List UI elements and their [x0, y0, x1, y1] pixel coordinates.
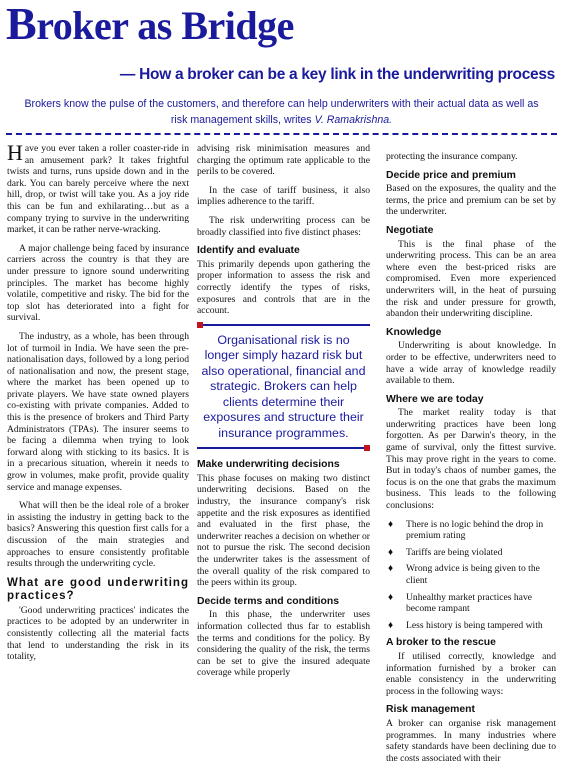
paragraph: The market reality today is that underwriting practices have been long forgotten. As per Darwin's theory, in the game of survival, only the fittest survive. This may prove right in the years to come. But in today's chaos of number games, the focus is on the one that grabs the maximum business. This leads to the following conclusions: — [386, 407, 556, 512]
section-heading: Where we are today — [386, 393, 484, 405]
diamond-bullet-icon: ♦ — [388, 591, 394, 603]
section-heading: Decide price and premium — [386, 169, 516, 181]
paragraph: This phase focuses on making two distinct underwriting decisions. Based on the industry, the insurance company's risk appetite and the risk exposures as identified and evaluated in the first phase, the underwriter reaches a decision on whether or not to pursue the risk. The second decision the underwriter takes is the assessment of the overall quality of the risk compared to the peers within its group. — [197, 472, 370, 589]
section-heading: Risk management — [386, 704, 475, 716]
pull-quote: Organisational risk is no longer simply hazard risk but also operational, financial and strategic. Brokers can help clients determine their exposures and structure their insurance programmes. — [197, 324, 370, 450]
drop-cap: H — [7, 140, 23, 165]
page-title — [6, 2, 294, 48]
diamond-bullet-icon: ♦ — [388, 546, 394, 558]
intro-text: Brokers know the pulse of the customers, and therefore can help underwriters with their actual data as well as risk management skills, writes — [24, 98, 539, 126]
paragraph: If utilised correctly, knowledge and information furnished by a broker can enable consistency in the underwriting process in the following ways: — [386, 650, 556, 697]
paragraph: This is the final phase of the underwriting process. This can be an area where even the best-priced risks are compromised. Even more experienced underwriters will, in the heat of pursuing the risk and under pressure for growth, abandon their underwriting discipline. — [386, 238, 556, 320]
paragraph: advising risk minimisation measures and charging the optimum rate applicable to the perils to be covered. — [197, 143, 370, 178]
paragraph: The risk underwriting process can be broadly classified into five distinct phases: — [197, 214, 370, 238]
section-heading: A broker to the rescue — [386, 637, 496, 649]
list-item-text: Unhealthy market practices have become rampant — [406, 591, 532, 615]
conclusions-list — [386, 519, 556, 632]
diamond-bullet-icon: ♦ — [388, 619, 394, 631]
paragraph: This primarily depends upon gathering the proper information to assess the risk and correctly identify the types of risks, exposures and controls that are in the account. — [197, 258, 370, 317]
section-heading: Knowledge — [386, 326, 442, 338]
intro-standfirst — [20, 96, 543, 128]
section-heading: Make underwriting decisions — [197, 459, 340, 471]
list-item — [386, 620, 556, 632]
title-initial: B — [6, 0, 37, 49]
list-item — [386, 563, 556, 586]
section-heading: Identify and evaluate — [197, 245, 300, 257]
paragraph: Based on the exposures, the quality and the terms, the price and premium can be set by the underwriter. — [386, 183, 556, 218]
list-item-text: Wrong advice is being given to the client — [406, 563, 540, 586]
diamond-bullet-icon: ♦ — [388, 518, 394, 530]
list-item-text: Less history is being tampered with — [406, 619, 543, 631]
list-item — [386, 547, 556, 559]
list-item-text: Tariffs are being violated — [406, 546, 503, 558]
paragraph — [7, 140, 189, 236]
paragraph: What will then be the ideal role of a broker in assisting the industry in getting back to the basics? Answering this question first calls for a discussion of the main strategies and approaches to ensure consistently profitable results through the underwriting cycle. — [7, 500, 189, 570]
column-1 — [7, 140, 189, 670]
section-heading: What are good underwriting practices? — [7, 576, 189, 602]
paragraph: protecting the insurance company. — [386, 151, 518, 162]
paragraph: In this phase, the underwriter uses information collected thus far to establish the terms and conditions for the policy. By considering the quality of the risk, the terms can be set to give the insured adequate coverage while properly — [197, 609, 370, 679]
subtitle: — How a broker can be a key link in the underwriting process — [119, 66, 555, 83]
section-heading: Negotiate — [386, 224, 434, 236]
paragraph-text: ave you ever taken a roller coaster-ride in an amusement park? It takes frightful twists and turns, runs upside down and in the dark. You can barely perceive where the next hill, drop, or twist will take you. As a joy ride this can be fun and exhilarating…but as a company trying to survive in the underwriting market, it can be rather nerve-wracking. — [7, 143, 189, 236]
column-2 — [197, 143, 370, 686]
diamond-bullet-icon: ♦ — [388, 563, 394, 575]
list-item — [386, 519, 556, 542]
title-rest: roker as Bridge — [36, 3, 294, 48]
author-name: V. Ramakrishna. — [314, 114, 393, 126]
paragraph: A major challenge being faced by insurance carriers across the country is that they are under pressure to ignore sound underwriting principles. The market has become highly volatile, competitive and risky. The bid for the top slot has deteriorated into a fight for survival. — [7, 242, 189, 324]
paragraph: The industry, as a whole, has been through lot of turmoil in India. We have seen the pre-nationalisation days, followed by a long period of nationalisation and now, the present stage, where the market has been opened up to private players. We have state owned players co-existing with private companies. Added to this is the presence of brokers and Third Party Administrators (TPAs). The insurer seems to be facing a dilemma when trying to look forward along with sticking to its basics. It is in a precarious situation, wherein it needs to grow in volumes, make profit, provide quality service and manage expenses. — [7, 330, 189, 493]
list-item-text: There is no logic behind the drop in premium rating — [406, 518, 544, 542]
section-heading: Decide terms and conditions — [197, 595, 340, 607]
column-3 — [386, 151, 556, 771]
paragraph: 'Good underwriting practices' indicates the practices to be adopted by an underwriter in consistently collecting all the material facts that lend to understanding the risk in its totality, — [7, 604, 189, 663]
header-divider — [6, 133, 557, 135]
list-item — [386, 592, 556, 615]
paragraph: In the case of tariff business, it also implies adherence to the tariff. — [197, 184, 370, 208]
paragraph: Underwriting is about knowledge. In order to be effective, underwriters need to have a wide array of knowledge readily available to them. — [386, 340, 556, 387]
paragraph: A broker can organise risk management programmes. In many industries where safety standards have been declining due to the costs associated with their — [386, 717, 556, 764]
